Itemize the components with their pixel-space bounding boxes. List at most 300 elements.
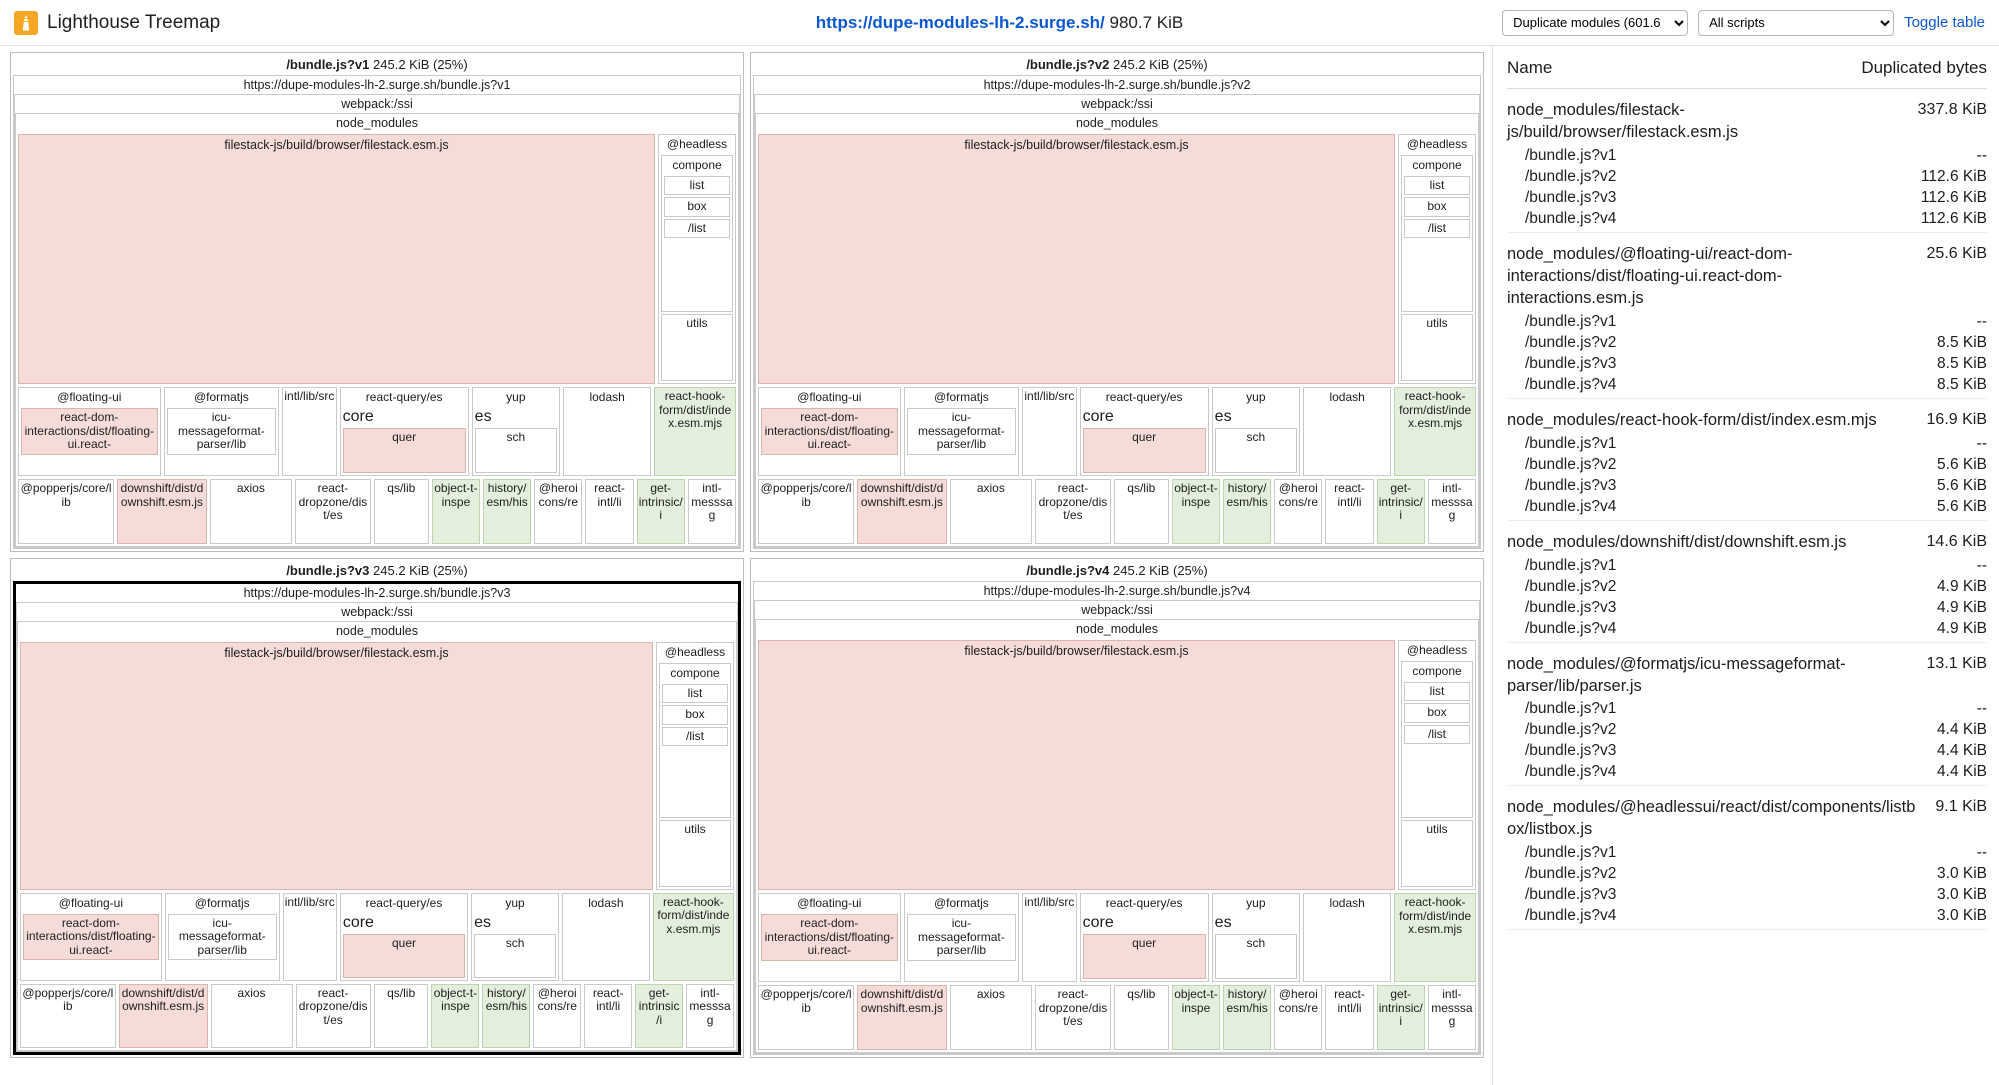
list-cell[interactable]: list: [1404, 176, 1470, 195]
popperjs-cell[interactable]: @popperjs/core/lib: [20, 984, 116, 1048]
bundle-url-label: https://dupe-modules-lh-2.surge.sh/bundle.js?v1: [243, 78, 511, 92]
module-name: node_modules/@floating-ui/react-dom-interactions/dist/floating-ui.react-dom-interactions.esm.js: [1507, 244, 1793, 307]
react-query-node[interactable]: [1080, 893, 1209, 982]
lodash-label: lodash: [588, 896, 624, 911]
source-value: 4.9 KiB: [1937, 619, 1987, 637]
list-item: [1507, 352, 1987, 373]
react-intl-cell[interactable]: react-intl/li: [1325, 985, 1373, 1050]
headlessui-node[interactable]: [1398, 640, 1476, 890]
core-label: core: [342, 914, 374, 932]
quer-cell[interactable]: quer: [343, 428, 466, 473]
source-value: 8.5 KiB: [1937, 354, 1987, 372]
yup-node[interactable]: [471, 893, 559, 981]
components-label: compone: [1412, 664, 1462, 678]
slash-list-cell[interactable]: /list: [662, 727, 728, 746]
module-bytes: 25.6 KiB: [1926, 244, 1987, 262]
treemap-bundle-v1[interactable]: [10, 52, 744, 552]
table-row[interactable]: [1507, 89, 1987, 233]
utils-cell[interactable]: utils: [1401, 314, 1473, 381]
list-item: [1507, 474, 1987, 495]
duplicate-modules-table: [1492, 46, 1999, 1085]
formatjs-child-cell[interactable]: icu-messageformat-parser/lib: [907, 408, 1016, 454]
source-value: 5.6 KiB: [1937, 497, 1987, 515]
source-name: /bundle.js?v2: [1525, 577, 1617, 595]
get-intrinsic-cell[interactable]: get-intrinsic/i: [1377, 479, 1425, 544]
object-inspect-cell[interactable]: object-t-inspe: [1172, 985, 1220, 1050]
module-bytes: 14.6 KiB: [1926, 532, 1987, 550]
node-modules-label: node_modules: [335, 624, 418, 638]
bundle-meta: 245.2 KiB (25%): [1113, 563, 1208, 578]
list-cell[interactable]: list: [662, 684, 728, 703]
box-cell[interactable]: box: [664, 197, 730, 216]
intl-messageformat-cell[interactable]: intl-messsag: [1428, 479, 1476, 544]
headlessui-label: @headless: [664, 645, 726, 659]
source-value: --: [1976, 312, 1987, 330]
source-value: 8.5 KiB: [1937, 375, 1987, 393]
bundle-url-label: https://dupe-modules-lh-2.surge.sh/bundle.js?v3: [243, 586, 511, 600]
list-item: [1507, 331, 1987, 352]
webpack-label: webpack:/ssi: [341, 97, 413, 111]
source-name: /bundle.js?v4: [1525, 619, 1617, 637]
table-row[interactable]: [1507, 233, 1987, 399]
bundle-root-node[interactable]: [753, 75, 1481, 549]
source-name: /bundle.js?v1: [1525, 844, 1617, 862]
webpack-label: webpack:/ssi: [1081, 603, 1153, 617]
react-dropzone-cell[interactable]: react-dropzone/dist/es: [1035, 985, 1111, 1050]
module-name: node_modules/downshift/dist/downshift.esm.js: [1507, 532, 1847, 551]
source-name: /bundle.js?v3: [1525, 886, 1617, 904]
lodash-node[interactable]: [1303, 387, 1391, 476]
yup-node[interactable]: [472, 387, 560, 476]
intl-lib-src-cell[interactable]: intl/lib/src: [282, 387, 337, 476]
utils-cell[interactable]: utils: [659, 820, 731, 887]
webpack-label: webpack:/ssi: [341, 605, 413, 619]
yup-label: yup: [506, 390, 526, 405]
source-value: 112.6 KiB: [1920, 209, 1987, 227]
react-query-node[interactable]: [340, 893, 468, 981]
components-label: compone: [672, 158, 722, 172]
source-value: 3.0 KiB: [1937, 886, 1987, 904]
node-modules-body: [756, 638, 1478, 1052]
source-value: --: [1976, 556, 1987, 574]
module-name: node_modules/@formatjs/icu-messageformat-parser/lib/parser.js: [1507, 654, 1846, 695]
react-hook-form-cell[interactable]: react-hook-form/dist/index.esm.mjs: [1394, 893, 1476, 982]
lodash-label: lodash: [1329, 390, 1365, 405]
list-item: [1507, 862, 1987, 883]
node-modules-label: node_modules: [1075, 116, 1158, 130]
react-query-node[interactable]: [340, 387, 469, 476]
downshift-cell[interactable]: downshift/dist/downshift.esm.js: [117, 479, 206, 544]
sch-cell[interactable]: sch: [475, 428, 557, 473]
react-query-label: react-query/es: [365, 896, 443, 911]
react-hook-form-cell[interactable]: react-hook-form/dist/index.esm.mjs: [654, 387, 736, 476]
node-modules-label: node_modules: [335, 116, 418, 130]
source-value: 5.6 KiB: [1937, 476, 1987, 494]
webpack-node[interactable]: [16, 602, 738, 1052]
list-item: [1507, 760, 1987, 781]
table-row[interactable]: [1507, 521, 1987, 643]
floating-ui-node[interactable]: [758, 893, 901, 982]
source-value: --: [1976, 146, 1987, 164]
module-bytes: 13.1 KiB: [1926, 654, 1987, 672]
source-name: /bundle.js?v4: [1525, 497, 1617, 515]
bundle-root-node[interactable]: [13, 75, 741, 549]
bundle-caption: [753, 561, 1481, 581]
components-label: compone: [1412, 158, 1462, 172]
module-name: node_modules/filestack-js/build/browser/filestack.esm.js: [1507, 101, 1739, 141]
heroicons-cell[interactable]: @heroicons/re: [533, 984, 581, 1048]
node-modules-label: node_modules: [1075, 622, 1158, 636]
list-item: [1507, 310, 1987, 331]
formatjs-node[interactable]: [904, 893, 1019, 982]
module-bytes: 337.8 KiB: [1917, 101, 1987, 118]
source-name: /bundle.js?v1: [1525, 434, 1617, 452]
bundle-meta: 245.2 KiB (25%): [373, 57, 468, 72]
floating-ui-child-cell[interactable]: react-dom-interactions/dist/floating-ui.react-: [761, 914, 898, 960]
popperjs-cell[interactable]: @popperjs/core/lib: [18, 479, 114, 544]
lodash-node[interactable]: [563, 387, 651, 476]
quer-cell[interactable]: quer: [343, 934, 465, 978]
source-name: /bundle.js?v4: [1525, 907, 1617, 925]
heroicons-cell[interactable]: @heroicons/re: [1274, 479, 1322, 544]
source-value: --: [1976, 434, 1987, 452]
source-value: 3.0 KiB: [1937, 865, 1987, 883]
module-name: node_modules/react-hook-form/dist/index.esm.mjs: [1507, 410, 1877, 429]
treemap-bundle-v4[interactable]: [750, 558, 1484, 1058]
intl-lib-src-cell[interactable]: intl/lib/src: [283, 893, 337, 981]
object-inspect-cell[interactable]: object-t-inspe: [432, 479, 480, 544]
source-name: /bundle.js?v3: [1525, 742, 1617, 760]
yup-label: yup: [1246, 896, 1266, 911]
get-intrinsic-cell[interactable]: get-intrinsic/i: [637, 479, 685, 544]
bundle-caption: [13, 561, 741, 581]
react-intl-cell[interactable]: react-intl/li: [585, 479, 633, 544]
headlessui-node[interactable]: [1398, 134, 1476, 384]
webpack-label: webpack:/ssi: [1081, 97, 1153, 111]
list-item: [1507, 207, 1987, 228]
headlessui-label: @headless: [1406, 137, 1468, 151]
qs-lib-cell[interactable]: qs/lib: [1114, 985, 1169, 1050]
page-total-size: 980.7 KiB: [1109, 12, 1184, 32]
module-name: node_modules/@headlessui/react/dist/components/listbox/listbox.js: [1507, 798, 1916, 839]
scripts-select[interactable]: [1698, 10, 1894, 36]
box-cell[interactable]: box: [662, 705, 728, 724]
list-item: [1507, 554, 1987, 575]
object-inspect-cell[interactable]: object-t-inspe: [1172, 479, 1220, 544]
quer-cell[interactable]: quer: [1083, 428, 1206, 473]
source-value: 112.6 KiB: [1920, 188, 1987, 206]
react-query-label: react-query/es: [1105, 390, 1183, 405]
react-hook-form-cell[interactable]: react-hook-form/dist/index.esm.mjs: [653, 893, 734, 981]
history-cell[interactable]: history/esm/his: [483, 479, 531, 544]
source-name: /bundle.js?v4: [1525, 763, 1617, 781]
formatjs-child-cell[interactable]: icu-messageformat-parser/lib: [167, 408, 276, 454]
filestack-cell[interactable]: filestack-js/build/browser/filestack.esm.js: [758, 640, 1395, 890]
popperjs-cell[interactable]: @popperjs/core/lib: [758, 479, 854, 544]
node-modules-body: [756, 132, 1478, 546]
floating-ui-label: @floating-ui: [797, 390, 862, 405]
source-value: 8.5 KiB: [1937, 333, 1987, 351]
bundle-url-label: https://dupe-modules-lh-2.surge.sh/bundle.js?v2: [983, 78, 1251, 92]
list-item: [1507, 739, 1987, 760]
bundle-title: /bundle.js?v3: [286, 563, 370, 578]
heroicons-cell[interactable]: @heroicons/re: [534, 479, 582, 544]
source-name: /bundle.js?v3: [1525, 354, 1617, 372]
yup-es-label: es: [1214, 914, 1232, 932]
utils-cell[interactable]: utils: [1401, 820, 1473, 887]
source-name: /bundle.js?v2: [1525, 455, 1617, 473]
table-row[interactable]: [1507, 399, 1987, 521]
qs-lib-cell[interactable]: qs/lib: [1114, 479, 1169, 544]
list-item: [1507, 904, 1987, 925]
intl-messageformat-cell[interactable]: intl-messsag: [1428, 985, 1476, 1050]
list-item: [1507, 432, 1987, 453]
axios-cell[interactable]: axios: [950, 985, 1033, 1050]
webpack-node[interactable]: [754, 94, 1480, 548]
list-item: [1507, 718, 1987, 739]
source-name: /bundle.js?v1: [1525, 312, 1617, 330]
treemap-panel: [0, 46, 1492, 1085]
source-name: /bundle.js?v2: [1525, 721, 1617, 739]
bundle-title: /bundle.js?v4: [1026, 563, 1110, 578]
headlessui-label: @headless: [666, 137, 728, 151]
source-name: /bundle.js?v3: [1525, 476, 1617, 494]
bundle-caption: [753, 55, 1481, 75]
slash-list-cell[interactable]: /list: [1404, 219, 1470, 238]
node-modules-node[interactable]: [755, 619, 1479, 1053]
formatjs-node[interactable]: [165, 893, 280, 981]
source-value: --: [1976, 844, 1987, 862]
main-body: [0, 46, 1999, 1085]
react-query-node[interactable]: [1080, 387, 1209, 476]
react-query-label: react-query/es: [1105, 896, 1183, 911]
components-node[interactable]: [659, 663, 731, 818]
source-value: 4.4 KiB: [1937, 721, 1987, 739]
floating-ui-node[interactable]: [20, 893, 162, 981]
table-header-row: [1507, 46, 1987, 89]
box-cell[interactable]: box: [1404, 703, 1470, 722]
history-cell[interactable]: history/esm/his: [1223, 479, 1271, 544]
source-name: /bundle.js?v2: [1525, 865, 1617, 883]
list-item: [1507, 883, 1987, 904]
react-query-label: react-query/es: [365, 390, 443, 405]
node-modules-node[interactable]: [15, 113, 739, 547]
formatjs-node[interactable]: [164, 387, 279, 476]
popperjs-cell[interactable]: @popperjs/core/lib: [758, 985, 854, 1050]
list-cell[interactable]: list: [1404, 682, 1470, 701]
formatjs-child-cell[interactable]: icu-messageformat-parser/lib: [907, 914, 1016, 960]
node-modules-node[interactable]: [755, 113, 1479, 547]
sch-cell[interactable]: sch: [1215, 934, 1297, 979]
node-modules-body: [16, 132, 738, 546]
app-title: Lighthouse Treemap: [47, 11, 221, 33]
get-intrinsic-cell[interactable]: get-intrinsic/i: [635, 984, 683, 1048]
core-label: core: [1082, 408, 1114, 426]
components-node[interactable]: [1401, 661, 1473, 818]
components-node[interactable]: [1401, 155, 1473, 312]
mode-select[interactable]: [1502, 10, 1688, 36]
floating-ui-child-cell[interactable]: react-dom-interactions/dist/floating-ui.react-: [761, 408, 898, 454]
formatjs-node[interactable]: [904, 387, 1019, 476]
floating-ui-node[interactable]: [18, 387, 161, 476]
filestack-cell[interactable]: filestack-js/build/browser/filestack.esm.js: [20, 642, 653, 890]
lighthouse-icon: [14, 11, 38, 35]
downshift-cell[interactable]: downshift/dist/downshift.esm.js: [119, 984, 208, 1048]
formatjs-label: @formatjs: [193, 390, 249, 405]
slash-list-cell[interactable]: /list: [664, 219, 730, 238]
column-header-name[interactable]: Name: [1507, 58, 1553, 77]
utils-cell[interactable]: utils: [661, 314, 733, 381]
lodash-label: lodash: [589, 390, 625, 405]
source-name: /bundle.js?v4: [1525, 375, 1617, 393]
quer-cell[interactable]: quer: [1083, 934, 1206, 979]
intl-messageformat-cell[interactable]: intl-messsag: [686, 984, 734, 1048]
react-dropzone-cell[interactable]: react-dropzone/dist/es: [1035, 479, 1111, 544]
source-name: /bundle.js?v1: [1525, 146, 1617, 164]
list-item: [1507, 841, 1987, 862]
floating-ui-label: @floating-ui: [58, 896, 124, 911]
floating-ui-label: @floating-ui: [797, 896, 862, 911]
core-label: core: [342, 408, 374, 426]
page-url-link[interactable]: https://dupe-modules-lh-2.surge.sh/: [815, 12, 1105, 32]
source-value: 4.4 KiB: [1937, 742, 1987, 760]
list-item: [1507, 596, 1987, 617]
toggle-table-button[interactable]: Toggle table: [1904, 14, 1985, 31]
table-row[interactable]: [1507, 786, 1987, 930]
sch-cell[interactable]: sch: [474, 934, 556, 978]
floating-ui-child-cell[interactable]: react-dom-interactions/dist/floating-ui.react-: [23, 914, 159, 960]
axios-cell[interactable]: axios: [210, 479, 293, 544]
brand: [14, 11, 220, 35]
object-inspect-cell[interactable]: object-t-inspe: [431, 984, 479, 1048]
bundle-title: /bundle.js?v1: [286, 57, 370, 72]
qs-lib-cell[interactable]: qs/lib: [374, 984, 429, 1048]
history-cell[interactable]: history/esm/his: [1223, 985, 1271, 1050]
list-item: [1507, 495, 1987, 516]
lodash-node[interactable]: [1303, 893, 1391, 982]
formatjs-label: @formatjs: [933, 896, 989, 911]
bundle-meta: 245.2 KiB (25%): [1113, 57, 1208, 72]
treemap-bundle-v3[interactable]: [10, 558, 744, 1058]
qs-lib-cell[interactable]: qs/lib: [374, 479, 429, 544]
axios-cell[interactable]: axios: [211, 984, 293, 1048]
list-item: [1507, 617, 1987, 638]
downshift-cell[interactable]: downshift/dist/downshift.esm.js: [857, 985, 946, 1050]
source-name: /bundle.js?v4: [1525, 209, 1617, 227]
yup-es-label: es: [474, 408, 492, 426]
lodash-node[interactable]: [562, 893, 650, 981]
node-modules-body: [18, 640, 736, 1050]
list-cell[interactable]: list: [664, 176, 730, 195]
source-name: /bundle.js?v3: [1525, 598, 1617, 616]
list-item: [1507, 186, 1987, 207]
react-intl-cell[interactable]: react-intl/li: [584, 984, 632, 1048]
page-url-summary: [816, 13, 1183, 33]
react-intl-cell[interactable]: react-intl/li: [1325, 479, 1373, 544]
yup-node[interactable]: [1212, 387, 1300, 476]
axios-cell[interactable]: axios: [950, 479, 1033, 544]
source-name: /bundle.js?v2: [1525, 167, 1617, 185]
intl-lib-src-cell[interactable]: intl/lib/src: [1022, 387, 1077, 476]
formatjs-child-cell[interactable]: icu-messageformat-parser/lib: [168, 914, 277, 960]
intl-lib-src-cell[interactable]: intl/lib/src: [1022, 893, 1077, 982]
bundle-title: /bundle.js?v2: [1026, 57, 1110, 72]
yup-es-label: es: [1214, 408, 1232, 426]
react-dropzone-cell[interactable]: react-dropzone/dist/es: [296, 984, 371, 1048]
yup-label: yup: [505, 896, 525, 911]
components-label: compone: [670, 666, 720, 680]
slash-list-cell[interactable]: /list: [1404, 725, 1470, 744]
list-item: [1507, 373, 1987, 394]
app-header: [0, 0, 1999, 46]
source-name: /bundle.js?v1: [1525, 556, 1617, 574]
source-value: 112.6 KiB: [1920, 167, 1987, 185]
table-row[interactable]: [1507, 643, 1987, 787]
core-label: core: [1082, 914, 1114, 932]
source-value: 4.9 KiB: [1937, 598, 1987, 616]
bundle-meta: 245.2 KiB (25%): [373, 563, 468, 578]
lodash-label: lodash: [1329, 896, 1365, 911]
floating-ui-node[interactable]: [758, 387, 901, 476]
source-value: 4.9 KiB: [1937, 577, 1987, 595]
list-item: [1507, 453, 1987, 474]
source-value: 5.6 KiB: [1937, 455, 1987, 473]
headlessui-label: @headless: [1406, 643, 1468, 657]
heroicons-cell[interactable]: @heroicons/re: [1274, 985, 1322, 1050]
list-item: [1507, 165, 1987, 186]
bundle-caption: [13, 55, 741, 75]
history-cell[interactable]: history/esm/his: [482, 984, 530, 1048]
source-value: 3.0 KiB: [1937, 907, 1987, 925]
bundle-root-node[interactable]: [753, 581, 1481, 1055]
module-bytes: 9.1 KiB: [1935, 798, 1987, 816]
yup-es-label: es: [474, 914, 492, 932]
header-controls: [1502, 10, 1985, 36]
box-cell[interactable]: box: [1404, 197, 1470, 216]
bundle-root-node[interactable]: [13, 581, 741, 1055]
react-hook-form-cell[interactable]: react-hook-form/dist/index.esm.mjs: [1394, 387, 1476, 476]
headlessui-node[interactable]: [656, 642, 734, 890]
formatjs-label: @formatjs: [933, 390, 989, 405]
headlessui-node[interactable]: [658, 134, 736, 384]
list-item: [1507, 697, 1987, 718]
floating-ui-child-cell[interactable]: react-dom-interactions/dist/floating-ui.react-: [21, 408, 158, 454]
treemap-bundle-v2[interactable]: [750, 52, 1484, 552]
source-name: /bundle.js?v1: [1525, 700, 1617, 718]
get-intrinsic-cell[interactable]: get-intrinsic/i: [1377, 985, 1425, 1050]
yup-label: yup: [1246, 390, 1266, 405]
downshift-cell[interactable]: downshift/dist/downshift.esm.js: [857, 479, 946, 544]
react-dropzone-cell[interactable]: react-dropzone/dist/es: [295, 479, 371, 544]
source-value: 4.4 KiB: [1937, 763, 1987, 781]
webpack-node[interactable]: [754, 600, 1480, 1054]
module-bytes: 16.9 KiB: [1926, 410, 1987, 428]
sch-cell[interactable]: sch: [1215, 428, 1297, 473]
filestack-cell[interactable]: filestack-js/build/browser/filestack.esm.js: [18, 134, 655, 384]
intl-messageformat-cell[interactable]: intl-messsag: [688, 479, 736, 544]
yup-node[interactable]: [1212, 893, 1300, 982]
node-modules-node[interactable]: [17, 621, 737, 1051]
source-name: /bundle.js?v3: [1525, 188, 1617, 206]
components-node[interactable]: [661, 155, 733, 312]
column-header-duplicated-bytes[interactable]: Duplicated bytes: [1861, 58, 1987, 77]
floating-ui-label: @floating-ui: [57, 390, 122, 405]
source-value: --: [1976, 700, 1987, 718]
list-item: [1507, 575, 1987, 596]
source-name: /bundle.js?v2: [1525, 333, 1617, 351]
filestack-cell[interactable]: filestack-js/build/browser/filestack.esm.js: [758, 134, 1395, 384]
webpack-node[interactable]: [14, 94, 740, 548]
